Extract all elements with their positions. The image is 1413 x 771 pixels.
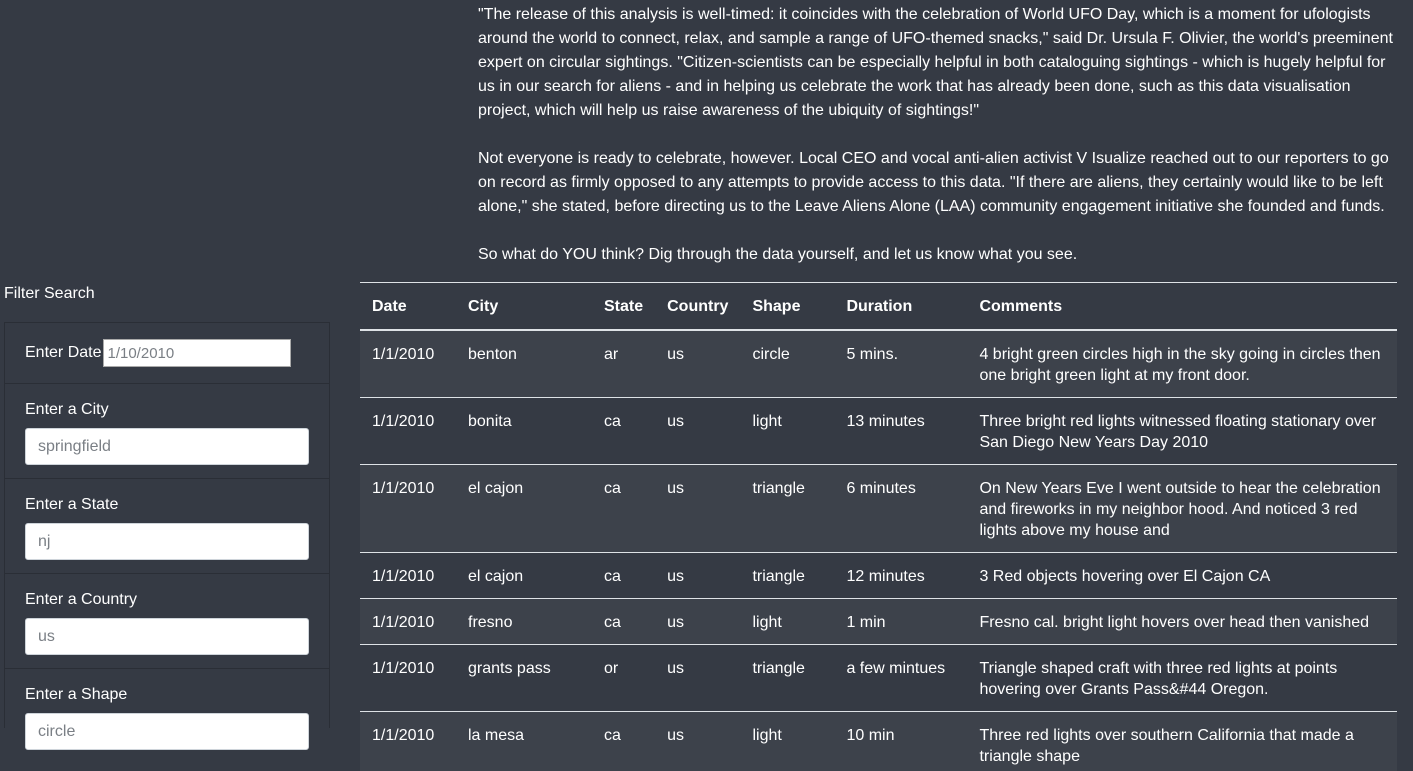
state-input[interactable]: [25, 523, 309, 560]
table-row: [360, 645, 1397, 712]
cell-date: 1/1/2010: [360, 465, 456, 553]
cell-shape: light: [740, 398, 834, 465]
cell-duration: 10 min: [834, 712, 967, 771]
filter-item-shape: [4, 668, 330, 728]
cell-state: ca: [592, 712, 655, 771]
cell-city: fresno: [456, 599, 592, 645]
column-header-comments: Comments: [967, 283, 1397, 331]
cell-city: bonita: [456, 398, 592, 465]
cell-shape: circle: [740, 330, 834, 398]
city-input[interactable]: [25, 428, 309, 465]
country-label: Enter a Country: [25, 591, 138, 608]
cell-city: grants pass: [456, 645, 592, 712]
cell-country: us: [655, 645, 740, 712]
table-row: [360, 465, 1397, 553]
cell-date: 1/1/2010: [360, 599, 456, 645]
article-paragraph: "The release of this analysis is well-timed: it coincides with the celebration of World UFO Day, which is a moment for ufologists around the world to connect, relax, and sample a range of UFO-themed snacks," said Dr. Ursula F. Olivier, the world's preeminent expert on circular sightings. "Citizen-scientists can be especially helpful in both cataloguing sightings - which is hugely helpful for us in our search for aliens - and in helping us celebrate the work that has already been done, such as this data visualisation project, which will help us raise awareness of the ubiquity of sightings!": [478, 6, 1393, 119]
table-row: [360, 553, 1397, 599]
cell-date: 1/1/2010: [360, 645, 456, 712]
table-header-row: [360, 283, 1397, 331]
cell-comments: 4 bright green circles high in the sky going in circles then one bright green light at my front door.: [967, 330, 1397, 398]
table-row: [360, 330, 1397, 398]
filter-item-city: [4, 383, 330, 478]
cell-comments: 3 Red objects hovering over El Cajon CA: [967, 553, 1397, 599]
table-row: [360, 398, 1397, 465]
cell-country: us: [655, 330, 740, 398]
cell-state: ar: [592, 330, 655, 398]
cell-duration: 12 minutes: [834, 553, 967, 599]
article-paragraph: So what do YOU think? Dig through the data yourself, and let us know what you see.: [478, 246, 1078, 263]
cell-city: el cajon: [456, 465, 592, 553]
cell-shape: triangle: [740, 645, 834, 712]
cell-shape: triangle: [740, 465, 834, 553]
cell-duration: a few mintues: [834, 645, 967, 712]
table-row: [360, 712, 1397, 771]
cell-country: us: [655, 398, 740, 465]
shape-label: Enter a Shape: [25, 686, 128, 703]
city-label: Enter a City: [25, 401, 109, 418]
cell-date: 1/1/2010: [360, 398, 456, 465]
cell-city: el cajon: [456, 553, 592, 599]
ufo-table-container: [360, 282, 1397, 771]
cell-country: us: [655, 712, 740, 771]
date-input[interactable]: [103, 339, 291, 367]
column-header-country: Country: [655, 283, 740, 331]
cell-comments: Three red lights over southern California that made a triangle shape: [967, 712, 1397, 771]
cell-date: 1/1/2010: [360, 712, 456, 771]
cell-state: ca: [592, 553, 655, 599]
column-header-shape: Shape: [740, 283, 834, 331]
table-row: [360, 599, 1397, 645]
filter-item-country: [4, 573, 330, 668]
cell-comments: Three bright red lights witnessed floating stationary over San Diego New Years Day 2010: [967, 398, 1397, 465]
column-header-date: Date: [360, 283, 456, 331]
cell-city: la mesa: [456, 712, 592, 771]
shape-input[interactable]: [25, 713, 309, 750]
cell-state: ca: [592, 599, 655, 645]
cell-comments: Fresno cal. bright light hovers over head then vanished: [967, 599, 1397, 645]
cell-state: ca: [592, 398, 655, 465]
cell-duration: 6 minutes: [834, 465, 967, 553]
cell-shape: triangle: [740, 553, 834, 599]
cell-shape: light: [740, 712, 834, 771]
cell-country: us: [655, 599, 740, 645]
date-label: Enter Date: [25, 344, 102, 361]
article-paragraph: Not everyone is ready to celebrate, however. Local CEO and vocal anti-alien activist V Isualize reached out to our reporters to go on record as firmly opposed to any attempts to provide access to this data. "If there are aliens, they certainly would like to be left alone," she stated, before directing us to the Leave Aliens Alone (LAA) community engagement initiative she founded and funds.: [478, 150, 1389, 215]
cell-state: ca: [592, 465, 655, 553]
cell-date: 1/1/2010: [360, 553, 456, 599]
cell-duration: 5 mins.: [834, 330, 967, 398]
cell-duration: 13 minutes: [834, 398, 967, 465]
filter-list: [4, 322, 330, 728]
column-header-city: City: [456, 283, 592, 331]
filter-item-date: [4, 322, 330, 383]
cell-country: us: [655, 465, 740, 553]
cell-state: or: [592, 645, 655, 712]
state-label: Enter a State: [25, 496, 119, 513]
column-header-duration: Duration: [834, 283, 967, 331]
cell-shape: light: [740, 599, 834, 645]
cell-comments: Triangle shaped craft with three red lights at points hovering over Grants Pass&#44 Oregon.: [967, 645, 1397, 712]
cell-date: 1/1/2010: [360, 330, 456, 398]
article: [478, 3, 1398, 267]
filter-item-state: [4, 478, 330, 573]
cell-country: us: [655, 553, 740, 599]
column-header-state: State: [592, 283, 655, 331]
cell-comments: On New Years Eve I went outside to hear the celebration and fireworks in my neighbor hood. And noticed 3 red lights above my house and: [967, 465, 1397, 553]
cell-city: benton: [456, 330, 592, 398]
cell-duration: 1 min: [834, 599, 967, 645]
country-input[interactable]: [25, 618, 309, 655]
ufo-table: [360, 282, 1397, 771]
filter-search-title: Filter Search: [4, 285, 95, 302]
